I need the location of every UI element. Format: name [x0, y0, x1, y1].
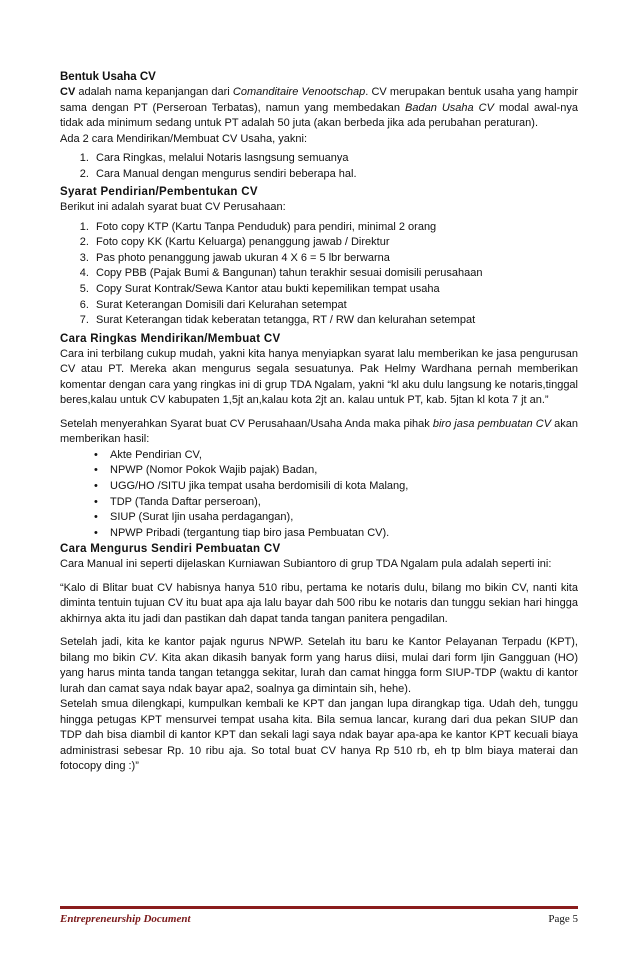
text-run: Setelah jadi, kita ke kantor pajak ngurus NPWP. Setelah itu baru ke Kantor Pelayanan Terpadu (KPT), bilang mo bikin	[60, 636, 578, 664]
list-item: 3. Pas photo penanggung jawab ukuran 4 X 6 = 5 lbr berwarna	[92, 251, 578, 267]
text-run: . CV merupakan bentuk usaha yang hampir sama dengan PT (Perseroan Terbatas), namun yang membedakan	[60, 86, 578, 114]
paragraph-npwp-kpt	[60, 635, 578, 697]
footer-document-title: Entrepreneurship Document	[60, 913, 191, 925]
list-item: 6. Surat Keterangan Domisili dari Kelurahan setempat	[92, 298, 578, 314]
list-item: 2. Cara Manual dengan mengurus sendiri beberapa hal.	[92, 167, 578, 183]
list-item: • SIUP (Surat Ijin usaha perdagangan),	[92, 510, 578, 526]
italic-run: biro jasa pembuatan CV	[432, 417, 552, 430]
list-hasil	[60, 448, 578, 542]
section-title-cara-ringkas: Cara Ringkas Mendirikan/Membuat CV	[60, 332, 281, 345]
section-title-cara-manual: Cara Mengurus Sendiri Pembuatan CV	[60, 543, 281, 556]
list-item: 4. Copy PBB (Pajak Bumi & Bangunan) tahun terakhir sesuai domisili perusahaan	[92, 266, 578, 282]
list-item: 2. Foto copy KK (Kartu Keluarga) penanggung jawab / Direktur	[92, 235, 578, 251]
italic-run: Comanditaire Venootschap	[232, 86, 366, 98]
text-run: akan memberikan hasil:	[60, 417, 578, 446]
section-title-syarat: Syarat Pendirian/Pembentukan CV	[60, 186, 258, 199]
paragraph-cv-definition	[60, 85, 578, 132]
text-run: . Kita akan dikasih banyak form yang harus diisi, mulai dari form Ijin Gangguan (HO) yang harus minta tanda tangan tetangga sekitar, lurah dan camat hingga form SIUP-TDP (waktu di kantor lurah dan camat saya ndak bayar apa2, soalnya ga dimintain sih, hehe).	[60, 651, 578, 695]
list-item: 7. Surat Keterangan tidak keberatan tetangga, RT / RW dan kelurahan setempat	[92, 313, 578, 329]
list-item: 1. Foto copy KTP (Kartu Tanpa Penduduk) para pendiri, minimal 2 orang	[92, 220, 578, 236]
text-run: Setelah menyerahkan Syarat buat CV Perusahaan/Usaha Anda maka pihak	[60, 417, 433, 430]
paragraph-setelah-lengkap: Setelah smua dilengkapi, kumpulkan kembali ke KPT dan jangan lupa dirangkap tiga. Udah deh, tunggu hingga petugas KPT mensurvei tempat usaha kita. Bila semua lancar, kurang dari dua pekan SIUP dan TDP dah bisa diambil di kantor KPT dan sekali lagi saya ndak bayar apa-apa ke kantor KPT kecuali biaya administrasi sebesar Rp. 10 ribu aja. So total buat CV hanya Rp 510 rb, eh tp blm biaya materai dan fotocopy ding :)”	[60, 698, 578, 773]
list-item: • UGG/HO /SITU jika tempat usaha berdomisili di kota Malang,	[92, 479, 578, 495]
italic-run: CV	[139, 651, 155, 664]
list-item: 5. Copy Surat Kontrak/Sewa Kantor atau bukti kepemilikan tempat usaha	[92, 282, 578, 298]
list-two-ways	[60, 151, 578, 182]
list-syarat	[60, 220, 578, 329]
text-run: adalah nama kepanjangan dari	[75, 86, 233, 98]
list-item: • NPWP (Nomor Pokok Wajib pajak) Badan,	[92, 463, 578, 479]
paragraph-quote-blitar: “Kalo di Blitar buat CV habisnya hanya 510 ribu, pertama ke notaris dulu, bilang mo bikin CV, nanti kita diminta tentuin tujuan CV itu buat apa aja lalu bayar dah 500 ribu ke notaris dan tunggu sekian hari hingga akhirnya akta itu jadi dan pastikan dah dapat tanda tangan panitera pengadilan.	[60, 581, 578, 625]
list-item: 1. Cara Ringkas, melalui Notaris lasngsung semuanya	[92, 151, 578, 167]
list-item: • TDP (Tanda Daftar perseroan),	[92, 495, 578, 511]
page-footer	[60, 906, 578, 925]
paragraph-hasil	[60, 417, 578, 448]
paragraph-two-ways: Ada 2 cara Mendirikan/Membuat CV Usaha, yakni:	[60, 132, 308, 145]
section-title-bentuk-usaha: Bentuk Usaha CV	[60, 71, 156, 83]
cv-term: CV	[60, 86, 76, 98]
italic-run: Badan Usaha CV	[405, 101, 494, 114]
document-body	[60, 70, 578, 775]
list-item: • Akte Pendirian CV,	[92, 448, 578, 464]
paragraph-cara-manual-intro: Cara Manual ini seperti dijelaskan Kurniawan Subiantoro di grup TDA Ngalam pula adalah seperti ini:	[60, 558, 552, 571]
paragraph-cara-ringkas: Cara ini terbilang cukup mudah, yakni kita hanya menyiapkan syarat lalu memberikan ke jasa pengurusan CV atau PT. Mereka akan mengurus segala sesuatunya. Pak Helmy Wardhana pernah memberikan komentar dengan cara yang ringkas ini di grup TDA Ngalam, yakni “kl aku dulu langsung ke notaris,tinggal beres,kalau untuk CV kabupaten 1,5jt an,kalau kota 2jt an. kalau untuk PT, kab. 5jtan kl kota 7 jt an.”	[60, 347, 578, 407]
text-run: modal awal-nya tidak ada minimum sedang untuk PT adalah 50 juta (akan berbeda jika ada perubahan peraturan).	[60, 101, 578, 129]
list-item: • NPWP Pribadi (tergantung tiap biro jasa Pembuatan CV).	[92, 526, 578, 542]
paragraph-syarat-intro: Berikut ini adalah syarat buat CV Perusahaan:	[60, 201, 286, 214]
footer-page-number: Page 5	[548, 913, 578, 925]
